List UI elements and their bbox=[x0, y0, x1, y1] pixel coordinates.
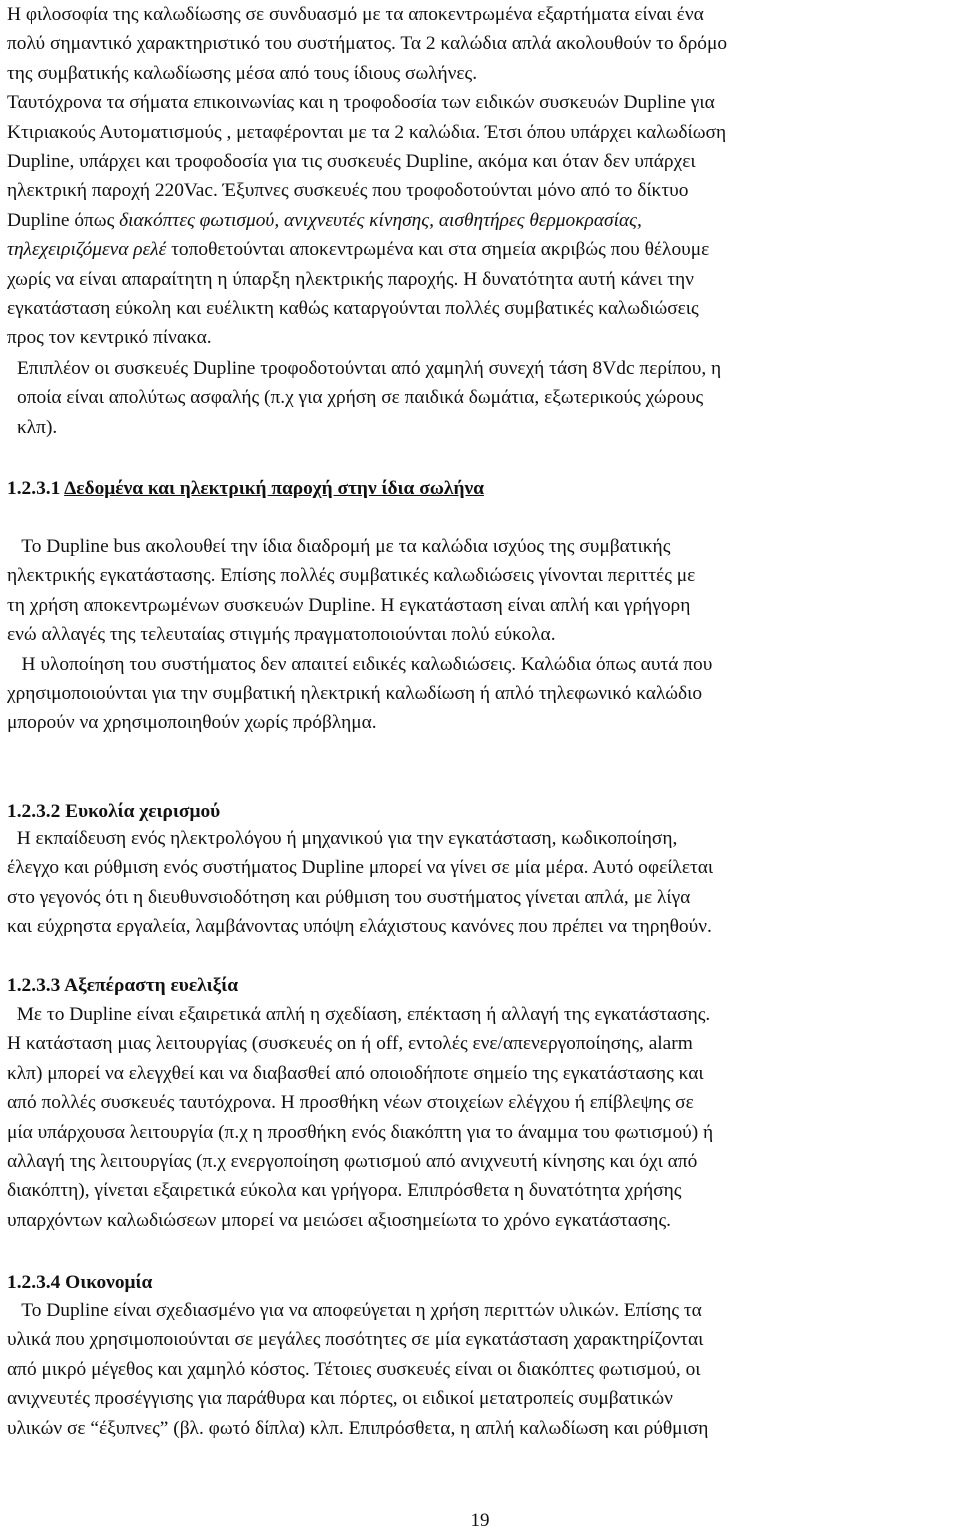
text-line: από μικρό μέγεθος και χαμηλό κόστος. Τέτοιες συσκευές είναι οι διακόπτες φωτισμού, οι bbox=[7, 1358, 701, 1380]
section-body-1-2-3-2 bbox=[7, 824, 952, 942]
text-line: Dupline, υπάρχει και τροφοδοσία για τις συσκευές Dupline, ακόμα και όταν δεν υπάρχει bbox=[7, 151, 696, 173]
text-line: Κτιριακούς Αυτοματισμούς , μεταφέρονται με τα 2 καλώδια. Έτσι όπου υπάρχει καλωδίωση bbox=[7, 121, 727, 143]
text-line: χρησιμοποιούνται για την συμβατική ηλεκτρική καλωδίωση ή απλό τηλεφωνικό καλώδιο bbox=[7, 683, 703, 705]
text-line: Με το Dupline είναι εξαιρετικά απλή η σχεδίαση, επέκταση ή αλλαγή της εγκατάστασης. bbox=[7, 1004, 711, 1025]
section-number: 1.2.3.1 bbox=[7, 478, 65, 499]
text-run: τοποθετούνται αποκεντρωμένα και στα σημεία ακριβώς που θέλουμε bbox=[166, 239, 710, 261]
text-line: ενώ αλλαγές της τελευταίας στιγμής πραγματοποιούνται πολύ εύκολα. bbox=[7, 624, 556, 646]
text-line: Η φιλοσοφία της καλωδίωσης σε συνδυασμό με τα αποκεντρωμένα εξαρτήματα είναι ένα bbox=[7, 4, 704, 25]
section-heading-1-2-3-1 bbox=[7, 474, 484, 503]
text-line: διακόπτη), γίνεται εξαιρετικά εύκολα και γρήγορα. Επιπρόσθετα η δυνατότητα χρήσης bbox=[7, 1180, 682, 1202]
text-line: αλλαγή της λειτουργίας (π.χ ενεργοποίηση φωτισμού από ανιχνευτή κίνησης και όχι από bbox=[7, 1151, 698, 1173]
text-line: Η εκπαίδευση ενός ηλεκτρολόγου ή μηχανικού για την εγκατάσταση, κωδικοποίηση, bbox=[7, 828, 678, 849]
text-line: μπορούν να χρησιμοποιηθούν χωρίς πρόβλημα. bbox=[7, 712, 377, 734]
text-line: και εύχρηστα εργαλεία, λαμβάνοντας υπόψη ελάχιστους κανόνες που πρέπει να τηρηθούν. bbox=[7, 916, 712, 938]
text-line: Ταυτόχρονα τα σήματα επικοινωνίας και η τροφοδοσία των ειδικών συσκευών Dupline για bbox=[7, 92, 715, 114]
paragraph-low-voltage bbox=[17, 354, 952, 442]
text-line: οποία είναι απολύτως ασφαλής (π.χ για χρήση σε παιδικά δωμάτια, εξωτερικούς χώρους bbox=[17, 387, 704, 409]
section-heading-1-2-3-2: 1.2.3.2 Ευκολία χειρισμού bbox=[7, 801, 221, 822]
text-line: υλικών σε “έξυπνες” (βλ. φωτό δίπλα) κλπ. Επιπρόσθετα, η απλή καλωδίωση και ρύθμιση bbox=[7, 1417, 709, 1439]
text-line: προς τον κεντρικό πίνακα. bbox=[7, 327, 212, 349]
section-heading-1-2-3-3: 1.2.3.3 Αξεπέραστη ευελιξία bbox=[7, 975, 239, 996]
text-line: έλεγχο και ρύθμιση ενός συστήματος Dupline μπορεί να γίνει σε μία μέρα. Αυτό οφείλεται bbox=[7, 857, 714, 879]
text-line: χωρίς να είναι απαραίτητη η ύπαρξη ηλεκτρικής παροχής. Η δυνατότητα αυτή κάνει την bbox=[7, 268, 694, 290]
section-body-1-2-3-1 bbox=[7, 532, 952, 738]
text-line: ανιχνευτές προσέγγισης για παράθυρα και πόρτες, οι ειδικοί μετατροπείς συμβατικών bbox=[7, 1388, 673, 1410]
text-line: της συμβατικής καλωδίωσης μέσα από τους ίδιους σωλήνες. bbox=[7, 62, 478, 84]
text-line: Το Dupline είναι σχεδιασμένο για να αποφεύγεται η χρήση περιττών υλικών. Επίσης τα bbox=[7, 1300, 702, 1321]
text-line: κλπ). bbox=[17, 416, 58, 438]
page-number: 19 bbox=[470, 1510, 490, 1531]
section-heading-1-2-3-4: 1.2.3.4 Οικονομία bbox=[7, 1272, 153, 1293]
italic-relays: τηλεχειριζόμενα ρελέ bbox=[7, 239, 167, 261]
text-line: Επιπλέον οι συσκευές Dupline τροφοδοτούνται από χαμηλή συνεχή τάση 8Vdc περίπου, η bbox=[17, 358, 722, 379]
text-line: στο γεγονός ότι η διευθυνσιοδότηση και ρύθμιση του συστήματος γίνεται απλά, με λίγα bbox=[7, 886, 691, 908]
text-line: υπαρχόντων καλωδιώσεων μπορεί να μειώσει αξιοσημείωτα το χρόνο εγκατάστασης. bbox=[7, 1209, 671, 1231]
section-body-1-2-3-4 bbox=[7, 1296, 952, 1443]
text-line: ηλεκτρική παροχή 220Vac. Έξυπνες συσκευές που τροφοδοτούνται μόνο από το δίκτυο bbox=[7, 180, 689, 202]
text-line: εγκατάσταση εύκολη και ευέλικτη καθώς καταργούνται πολλές συμβατικές καλωδιώσεις bbox=[7, 298, 699, 320]
paragraph-wiring-philosophy bbox=[7, 0, 952, 353]
section-title: Δεδομένα και ηλεκτρική παροχή στην ίδια σωλήνα bbox=[64, 478, 484, 499]
text-line bbox=[7, 206, 952, 235]
text-line: πολύ σημαντικό χαρακτηριστικό του συστήματος. Τα 2 καλώδια απλά ακολουθούν το δρόμο bbox=[7, 33, 728, 55]
text-line: κλπ) μπορεί να ελεγχθεί και να διαβασθεί από οποιοδήποτε σημείο της εγκατάστασης και bbox=[7, 1062, 704, 1084]
text-run: Dupline όπως bbox=[7, 209, 120, 231]
text-line: Η υλοποίηση του συστήματος δεν απαιτεί ειδικές καλωδιώσεις. Καλώδια όπως αυτά που bbox=[7, 653, 713, 675]
text-line: υλικά που χρησιμοποιούνται σε μεγάλες ποσότητες σε μία εγκατάσταση χαρακτηρίζονται bbox=[7, 1329, 704, 1351]
text-line: Το Dupline bus ακολουθεί την ίδια διαδρομή με τα καλώδια ισχύος της συμβατικής bbox=[7, 536, 671, 557]
text-line: Η κατάσταση μιας λειτουργίας (συσκευές on ή off, εντολές ενε/απενεργοποίησης, alarm bbox=[7, 1033, 693, 1055]
italic-device-list: διακόπτες φωτισμού, ανιχνευτές κίνησης, αισθητήρες θερμοκρασίας, bbox=[119, 209, 642, 231]
text-line: τη χρήση αποκεντρωμένων συσκευών Dupline. Η εγκατάσταση είναι απλή και γρήγορη bbox=[7, 594, 691, 616]
text-line: μία υπάρχουσα λειτουργία (π.χ η προσθήκη ενός διακόπτη για το άναμμα του φωτισμού) ή bbox=[7, 1121, 714, 1143]
text-line: από πολλές συσκευές ταυτόχρονα. Η προσθήκη νέων στοιχείων ελέγχου ή επίβλεψης σε bbox=[7, 1092, 694, 1114]
text-line: ηλεκτρικής εγκατάστασης. Επίσης πολλές συμβατικές καλωδιώσεις γίνονται περιττές με bbox=[7, 565, 696, 587]
text-line bbox=[7, 235, 952, 264]
section-body-1-2-3-3 bbox=[7, 1000, 952, 1235]
